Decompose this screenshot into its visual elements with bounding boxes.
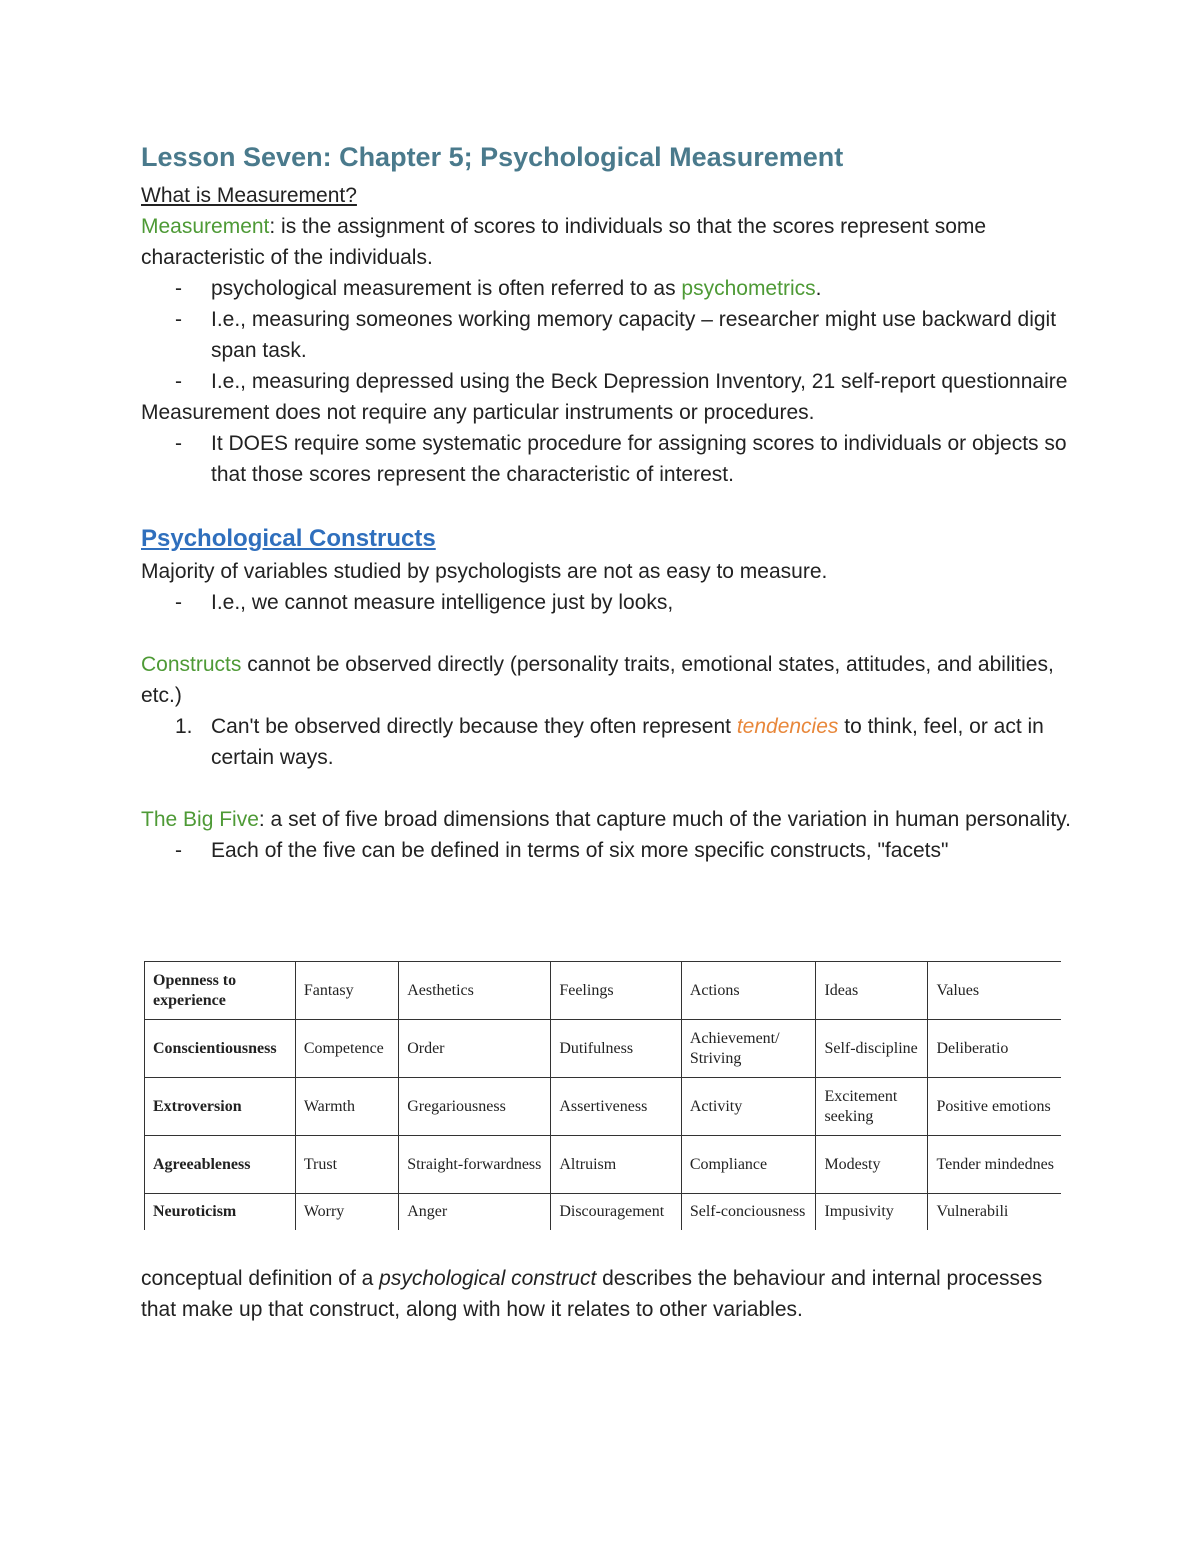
facet-cell: Competence [295,1020,398,1078]
list-item: - It DOES require some systematic procedure for assigning scores to individuals or objects so that those scores represent the characteristic of interest. [175,432,1067,486]
bullet-list-4 [141,835,1071,866]
term-constructs: Constructs [141,653,242,676]
facet-cell: Aesthetics [399,962,551,1020]
facet-cell: Discouragement [551,1194,681,1231]
bullet-text: I.e., measuring depressed using the Beck Depression Inventory, 21 self-report questionnaire [211,370,1068,393]
closing-paragraph [141,1263,1071,1325]
table-row [145,1136,1063,1194]
table-row [145,962,1063,1020]
paragraph: Measurement does not require any particular instruments or procedures. [141,401,815,424]
facet-cell: Gregariousness [399,1078,551,1136]
bullet-text: Each of the five can be defined in terms of six more specific constructs, "facets" [211,839,949,862]
closing-text: describes the behaviour and internal processes that make up that construct, along with how it relates to other variables. [141,1267,1043,1321]
item-text: to think, feel, or act in certain ways. [211,715,1044,769]
item-text: Can't be observed directly because they often represent [211,715,737,738]
facet-cell: Straight-forwardness [399,1136,551,1194]
dimension-cell: Neuroticism [145,1194,296,1231]
facet-cell: Impusivity [816,1194,928,1231]
facet-cell: Deliberatio [928,1020,1062,1078]
subheading: What is Measurement? [141,184,357,207]
term-psychometrics: psychometrics [681,277,816,300]
definition-text: : is the assignment of scores to individuals so that the scores represent some characteristic of the individuals. [141,215,987,269]
facet-cell: Actions [681,962,816,1020]
facet-cell: Values [928,962,1062,1020]
facet-cell: Achievement/ Striving [681,1020,816,1078]
term-measurement: Measurement [141,215,270,238]
facet-cell: Anger [399,1194,551,1231]
list-item: - I.e., we cannot measure intelligence just by looks, [175,591,674,614]
facet-cell: Activity [681,1078,816,1136]
closing-text: conceptual definition of a [141,1267,380,1290]
facet-cell: Excitement seeking [816,1078,928,1136]
facet-cell: Compliance [681,1136,816,1194]
facet-cell: Feelings [551,962,681,1020]
definition-text: : a set of five broad dimensions that capture much of the variation in human personality. [258,808,1071,831]
facet-cell: Self-conciousness [681,1194,816,1231]
term-tendencies: tendencies [736,715,839,738]
bullet-list-1 [141,273,1071,397]
facet-cell: Self-discipline [816,1020,928,1078]
term-big-five: The Big Five [141,808,259,831]
bullet-list-2 [141,428,1071,490]
numbered-list [141,711,1071,773]
dimension-cell: Agreeableness [145,1136,296,1194]
bullet-text: . [815,277,822,300]
facet-cell: Vulnerabili [928,1194,1062,1231]
facet-cell: Worry [295,1194,398,1231]
table-row [145,1020,1063,1078]
paragraph: Majority of variables studied by psychologists are not as easy to measure. [141,560,828,583]
list-item: - psychological measurement is often referred to as psychometrics. [175,277,822,300]
list-item: - Each of the five can be defined in terms of six more specific constructs, "facets" [175,839,949,862]
page-title: Lesson Seven: Chapter 5; Psychological Measurement [141,142,844,172]
list-number: 1. [175,715,193,738]
bullet-text: psychological measurement is often referred to as [211,277,682,300]
list-item [141,711,1071,773]
facet-cell: Fantasy [295,962,398,1020]
section-heading-constructs[interactable]: Psychological Constructs [141,525,436,552]
facet-cell: Ideas [816,962,928,1020]
facet-cell: Trust [295,1136,398,1194]
bigfive-definition [141,804,1071,835]
big-five-facets-table [144,961,1062,1230]
constructs-definition [141,649,1071,711]
document-body [141,138,1071,866]
table-row [145,1194,1063,1231]
measurement-definition [141,211,1071,273]
list-item: - I.e., measuring someones working memory capacity – researcher might use backward digit span task. [175,308,1057,362]
facet-cell: Positive emotions [928,1078,1062,1136]
facet-cell: Modesty [816,1136,928,1194]
definition-text: cannot be observed directly (personality traits, emotional states, attitudes, and abilities, etc.) [141,653,1054,707]
facet-cell: Tender mindednes [928,1136,1062,1194]
facet-cell: Assertiveness [551,1078,681,1136]
bullet-text: I.e., measuring someones working memory capacity – researcher might use backward digit span task. [211,308,1057,362]
list-item: - I.e., measuring depressed using the Beck Depression Inventory, 21 self-report questionnaire [175,370,1068,393]
facet-cell: Order [399,1020,551,1078]
table-clip [1061,955,1081,1230]
dimension-cell: Openness to experience [145,962,296,1020]
table-row [145,1078,1063,1136]
dimension-cell: Extroversion [145,1078,296,1136]
facet-cell: Warmth [295,1078,398,1136]
bullet-text: I.e., we cannot measure intelligence just by looks, [211,591,674,614]
bullet-list-3 [141,587,1071,618]
facet-cell: Dutifulness [551,1020,681,1078]
dimension-cell: Conscientiousness [145,1020,296,1078]
bullet-text: It DOES require some systematic procedure for assigning scores to individuals or objects so that those scores represent the characteristic of interest. [211,432,1067,486]
facet-cell: Altruism [551,1136,681,1194]
term-psychological-construct: psychological construct [379,1267,597,1290]
